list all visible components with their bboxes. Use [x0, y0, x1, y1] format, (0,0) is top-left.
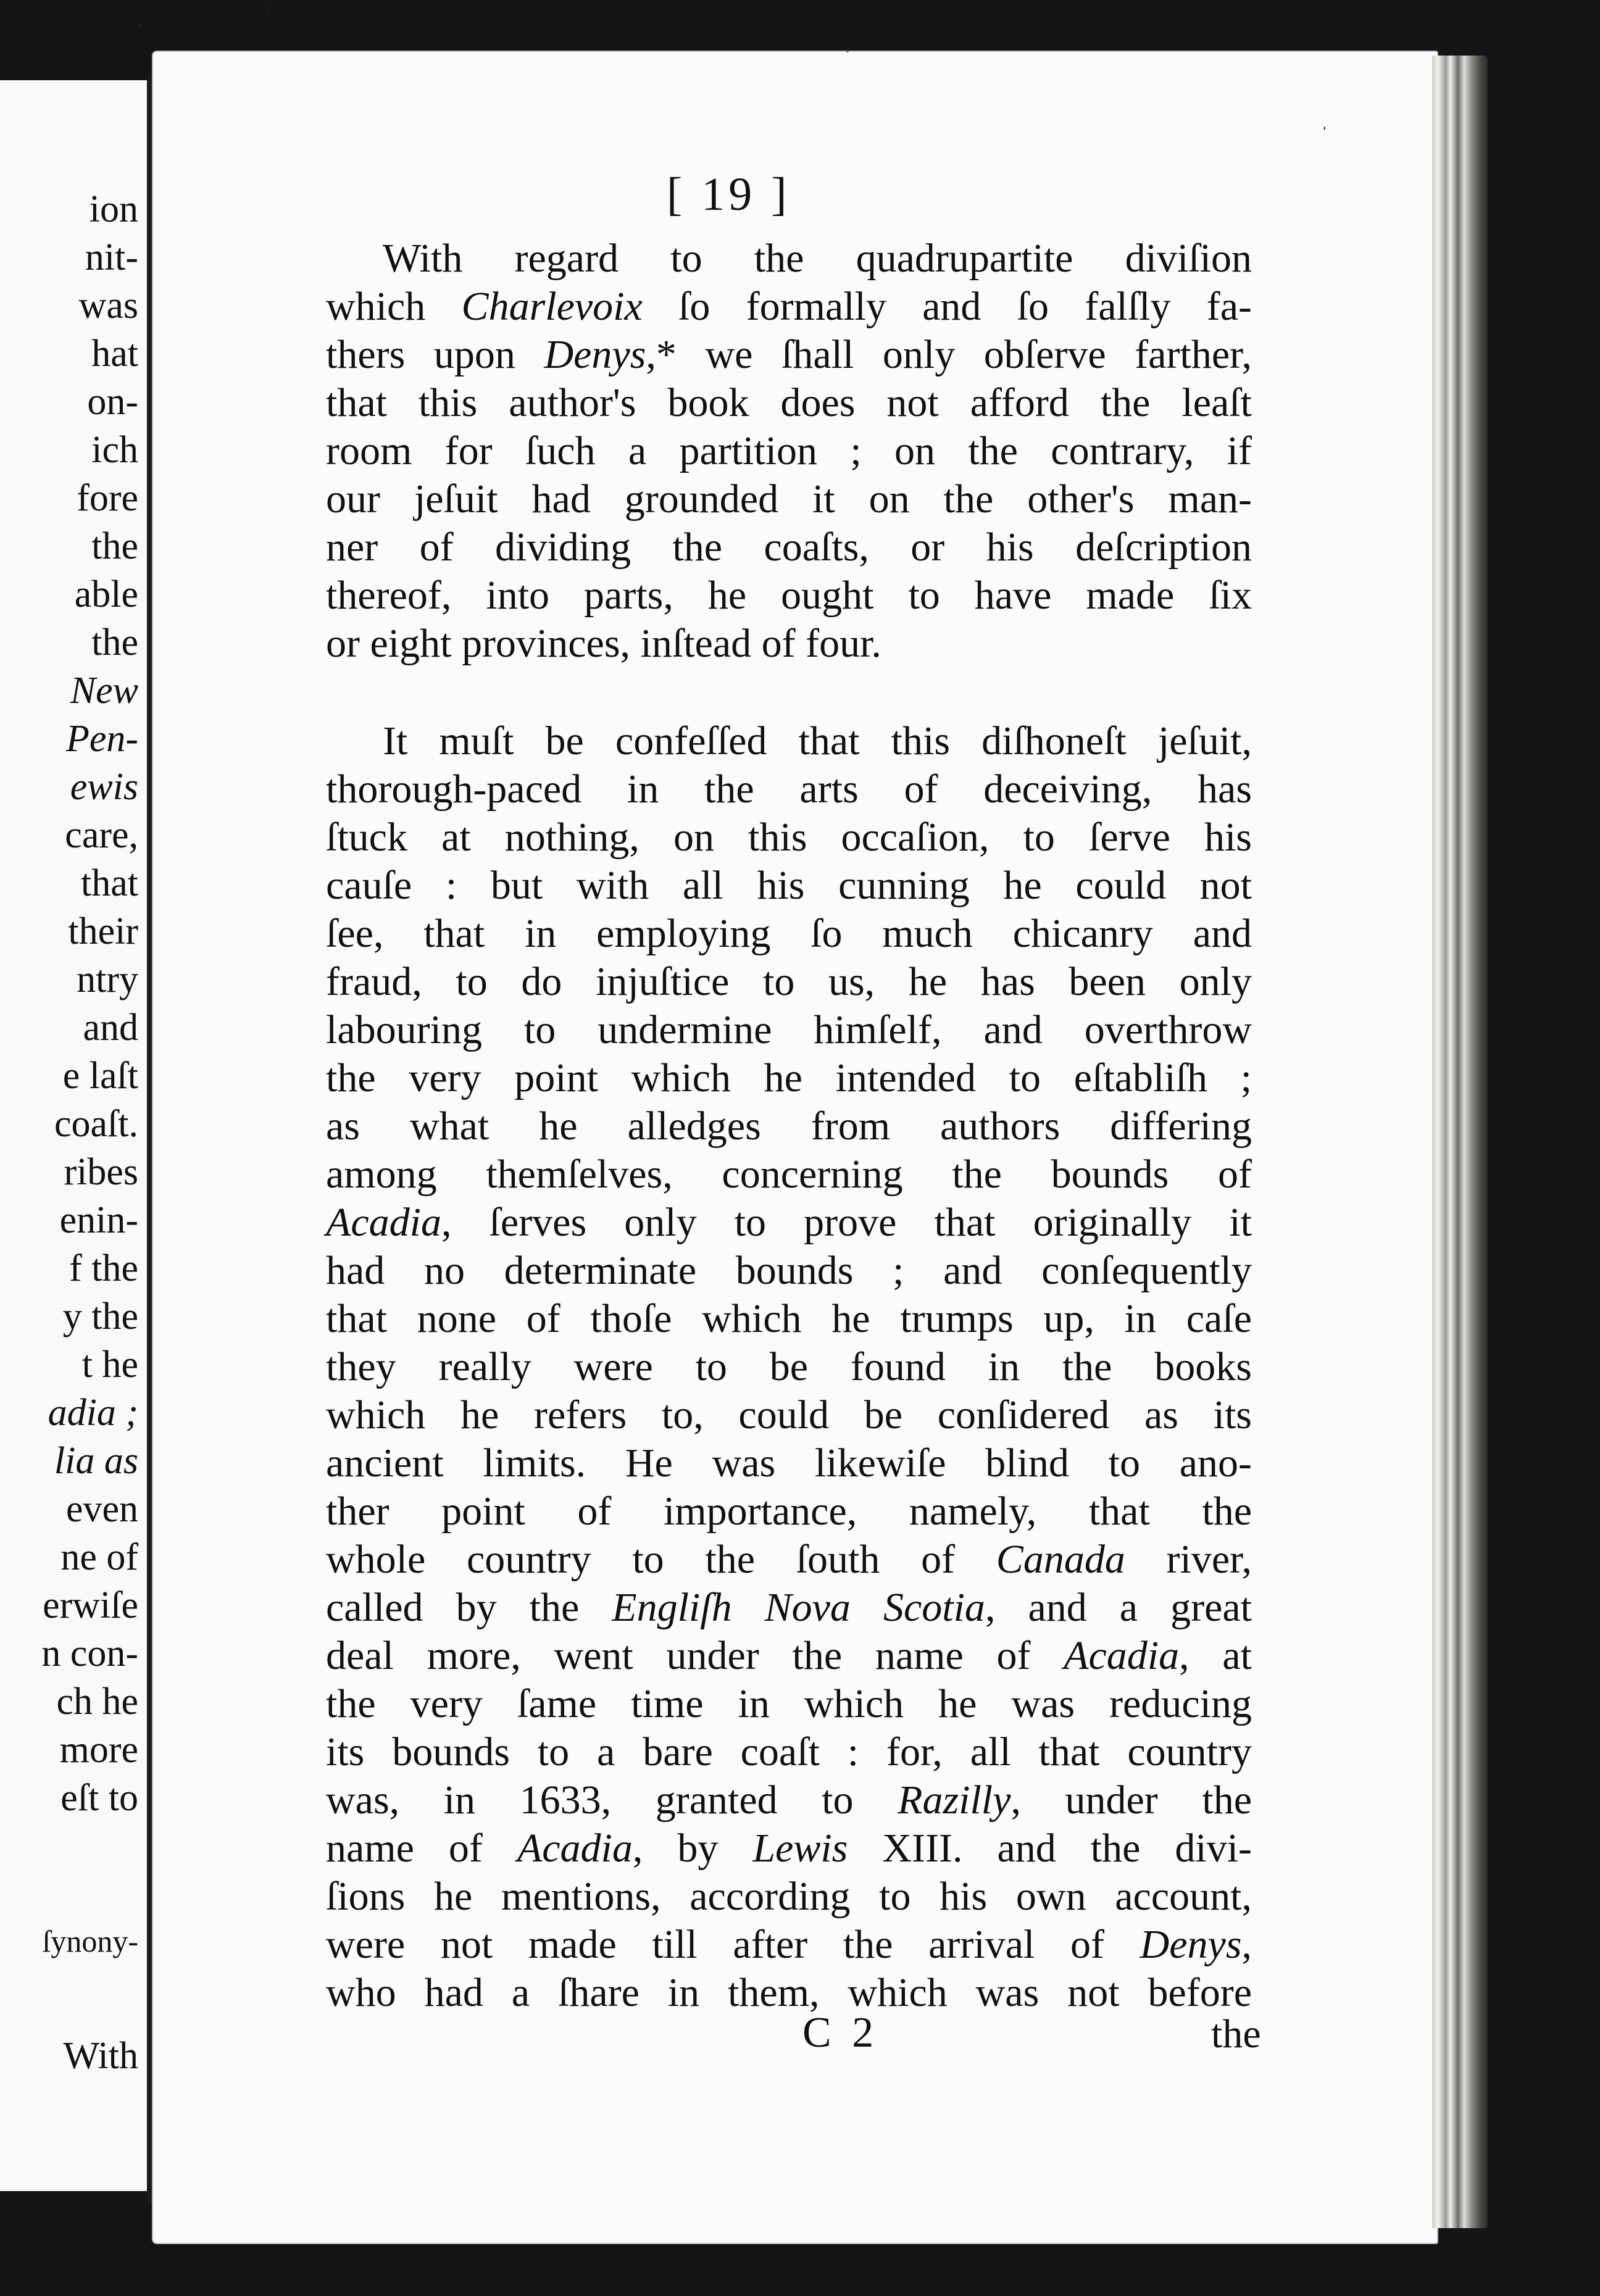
left-page-fragment-line: adia ; [48, 1392, 138, 1434]
left-page-fragment-line: was [78, 285, 138, 327]
left-page-fragment-line: Pen- [65, 718, 138, 760]
text-line: It muſt be confeſſed that this diſhoneſt jeſuit, [383, 718, 1252, 763]
left-page-fragment-line: ewis [70, 766, 138, 808]
left-page-fragment-line: care, [65, 814, 138, 856]
text-line: deal more, went under the name of Acadia, at [326, 1633, 1252, 1678]
text-line: thereof, into parts, he ought to have made ſix [326, 573, 1252, 618]
left-page-fragment-line: erwiſe [43, 1584, 138, 1626]
left-page-fragment-line: coaſt. [54, 1103, 138, 1145]
text-line: its bounds to a bare coaſt : for, all that country [326, 1729, 1252, 1774]
text-line: ſions he mentions, according to his own account, [326, 1874, 1252, 1919]
paragraph-1 [326, 235, 1252, 668]
left-page-fragment-line: that [81, 862, 138, 904]
text-line: ther point of importance, namely, that the [326, 1489, 1252, 1534]
text-line: as what he alledges from authors differing [326, 1104, 1252, 1149]
catchword: the [1211, 2011, 1261, 2057]
left-page-fragment-line: e laſt [62, 1055, 138, 1097]
text-line: the very ſame time in which he was reducing [326, 1681, 1252, 1726]
text-line: name of Acadia, by Lewis XIII. and the divi- [326, 1826, 1252, 1871]
page-number-header: [ 19 ] [667, 168, 791, 220]
page-edges [1432, 56, 1488, 2228]
text-line: fraud, to do injuſtice to us, he has been only [326, 959, 1252, 1004]
paragraph-2 [326, 717, 1252, 2017]
text-line: ſee, that in employing ſo much chicanry and [326, 911, 1252, 956]
text-line: ancient limits. He was likewiſe blind to ano- [326, 1441, 1252, 1486]
text-line: the very point which he intended to eſtabliſh ; [326, 1055, 1252, 1100]
left-page-fragment-line: n con- [41, 1633, 138, 1674]
text-line: Acadia, ſerves only to prove that originally it [326, 1200, 1252, 1245]
left-page-fragment-line: even [65, 1488, 138, 1530]
left-page-fragment-line: eſt to [60, 1777, 138, 1819]
left-page-fragment-line: New [70, 670, 138, 712]
left-page-fragment-line: ne of [60, 1536, 138, 1578]
left-page-fragment-line: fore [77, 477, 138, 519]
left-page-fragment-line: on- [87, 381, 138, 423]
left-page-fragment-line: the [91, 622, 138, 663]
text-line: ner of dividing the coaſts, or his deſcription [326, 525, 1252, 570]
left-page-fragment-line: y the [62, 1296, 138, 1337]
left-page-fragment-line: ion [89, 188, 138, 230]
text-line: that none of thoſe which he trumps up, in caſe [326, 1296, 1252, 1341]
text-line: that this author's book does not afford the leaſt [326, 380, 1252, 425]
left-page-fragment-line: ribes [64, 1151, 138, 1193]
scan-speck: ʼ [844, 43, 852, 66]
text-line: thers upon Denys,* we ſhall only obſerve farther, [326, 332, 1252, 377]
left-page-fragment-line: more [59, 1729, 138, 1771]
left-page-fragment-line: ch he [56, 1681, 138, 1723]
text-line: ſtuck at nothing, on this occaſion, to ſerve his [326, 815, 1252, 860]
left-page-fragment-line: hat [91, 333, 138, 375]
text-line: was, in 1633, granted to Razilly, under the [326, 1778, 1252, 1823]
scan-speck: ˈ [1321, 123, 1328, 146]
text-line: they really were to be found in the books [326, 1344, 1252, 1389]
text-line: or eight provinces, inſtead of four. [326, 621, 881, 666]
text-line: had no determinate bounds ; and conſequently [326, 1248, 1252, 1293]
text-line: thorough-paced in the arts of deceiving, has [326, 767, 1252, 812]
text-line: our jeſuit had grounded it on the other's man- [326, 476, 1252, 522]
text-line: With regard to the quadrupartite diviſion [383, 236, 1252, 281]
left-page-fragment-line: enin- [59, 1199, 138, 1241]
text-line: room for ſuch a partition ; on the contrary, if [326, 428, 1252, 473]
text-line: were not made till after the arrival of Denys, [326, 1922, 1252, 1967]
left-page-fragment-line: t he [81, 1344, 138, 1386]
text-line: cauſe : but with all his cunning he could not [326, 863, 1252, 908]
left-page-fragment-line: lia as [54, 1440, 138, 1482]
text-line: which he refers to, could be conſidered as its [326, 1392, 1252, 1437]
left-page-fragment-line: ntry [77, 959, 138, 1000]
text-line: which Charlevoix ſo formally and ſo falſly fa- [326, 284, 1252, 329]
left-page-fragment-line: nit- [85, 236, 138, 278]
text-line: who had a ſhare in them, which was not before [326, 1970, 1252, 2015]
text-line: labouring to undermine himſelf, and overthrow [326, 1007, 1252, 1052]
left-page-fragment-line: and [83, 1007, 138, 1049]
left-page-fragment-line: ich [91, 429, 138, 471]
scan-speck: \ [265, 0, 272, 23]
left-page-fragment-line: the [91, 525, 138, 567]
left-page-fragment-line: their [68, 910, 138, 952]
left-page-fragment [0, 80, 149, 2191]
left-page-fragment-line: ſynony- [42, 1924, 138, 1958]
signature-mark: C 2 [802, 2009, 879, 2057]
left-page-fragment-line: able [74, 573, 138, 615]
left-page-fragment-line: f the [69, 1247, 138, 1289]
scan-speck: ʻ [137, 19, 144, 41]
text-line: whole country to the ſouth of Canada river, [326, 1537, 1252, 1582]
text-line: among themſelves, concerning the bounds of [326, 1152, 1252, 1197]
left-page-fragment-line: With [63, 2035, 138, 2077]
text-line: called by the Engliſh Nova Scotia, and a great [326, 1585, 1252, 1630]
